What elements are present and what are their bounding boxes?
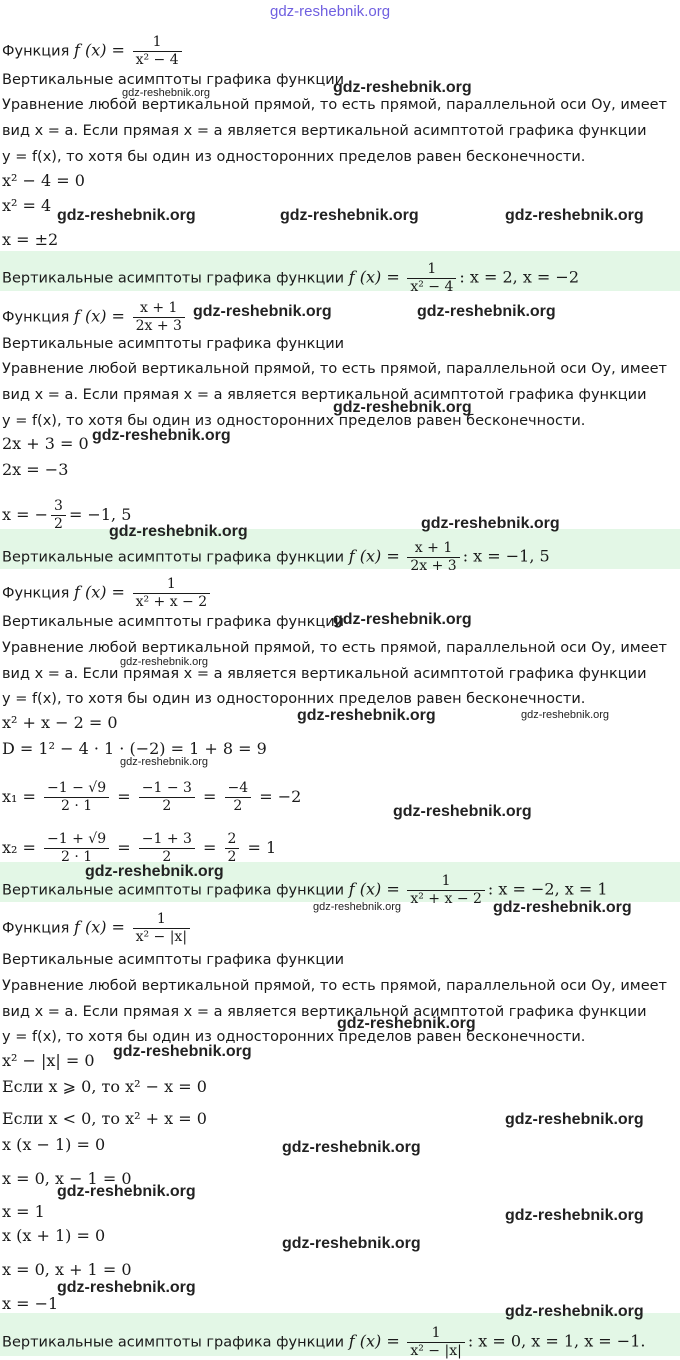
watermark: gdz-reshebnik.org	[85, 863, 224, 880]
watermark: gdz-reshebnik.org	[57, 207, 196, 224]
watermark: gdz-reshebnik.org	[505, 1303, 644, 1320]
num: 1	[427, 261, 437, 277]
watermark: gdz-reshebnik.org	[280, 207, 419, 224]
frac	[139, 831, 195, 866]
p1-answer-fraction	[407, 261, 456, 296]
p4-step: Если x < 0, то x² + x = 0	[2, 1109, 207, 1128]
p3-eq-line2: вид x = a. Если прямая x = a является вертикальной асимптотой графика функции	[2, 666, 647, 682]
eq: =	[117, 838, 131, 857]
p4-step: x² − |x| = 0	[2, 1051, 95, 1070]
p4-answer	[2, 1325, 645, 1360]
answer-heading: Вертикальные асимптоты графика функции	[2, 549, 345, 566]
p2-function	[2, 300, 188, 335]
func-label: Функция	[2, 585, 70, 602]
p2-eq-line3: y = f(x), то хотя бы один из односторонних пределов равен бесконечности.	[2, 413, 586, 429]
rhs: = 1	[247, 838, 277, 857]
watermark: gdz-reshebnik.org	[297, 707, 436, 724]
num: −1 + 3	[141, 831, 192, 847]
num: 1	[156, 911, 166, 927]
den: x² − 4	[407, 278, 456, 296]
p2-x-fraction	[51, 498, 66, 533]
watermark: gdz-reshebnik.org	[417, 303, 556, 320]
frac	[44, 780, 109, 815]
num: x + 1	[414, 540, 453, 556]
p1-eq-line1: Уравнение любой вертикальной прямой, то есть прямой, параллельной оси Oy, имеет	[2, 97, 667, 113]
watermark: gdz-reshebnik.org	[505, 1111, 644, 1128]
den: 2x + 3	[133, 317, 185, 335]
den: 2 · 1	[44, 797, 109, 815]
watermark: gdz-reshebnik.org	[505, 1207, 644, 1224]
watermark: gdz-reshebnik.org	[393, 803, 532, 820]
p1-step: x² − 4 = 0	[2, 171, 85, 190]
p1-step: x² = 4	[2, 196, 52, 215]
num: 1	[152, 34, 162, 50]
lhs: x₁ =	[2, 787, 36, 806]
watermark: gdz-reshebnik.org	[57, 1183, 196, 1200]
watermark: gdz-reshebnik.org	[421, 515, 560, 532]
f-of-x: f (x) =	[348, 1331, 400, 1351]
p3-eq-line3: y = f(x), то хотя бы один из односторонних пределов равен бесконечности.	[2, 691, 586, 707]
p4-step: x = 0, x + 1 = 0	[2, 1260, 132, 1279]
den: x² + x − 2	[407, 890, 485, 908]
p3-step: x² + x − 2 = 0	[2, 713, 118, 732]
f-of-x: f (x) =	[348, 546, 400, 566]
p3-x1	[2, 780, 301, 815]
p3-heading: Вертикальные асимптоты графика функции	[2, 614, 345, 630]
frac	[139, 780, 195, 815]
p2-answer	[2, 540, 550, 575]
p4-step: x = 1	[2, 1202, 45, 1221]
den: 2	[51, 515, 66, 533]
eq: =	[203, 838, 217, 857]
p4-eq-line3: y = f(x), то хотя бы один из односторонних пределов равен бесконечности.	[2, 1029, 586, 1045]
watermark: gdz-reshebnik.org	[521, 709, 610, 721]
watermark: gdz-reshebnik.org	[282, 1235, 421, 1252]
p1-eq-line2: вид x = a. Если прямая x = a является вертикальной асимптотой графика функции	[2, 123, 647, 139]
watermark: gdz-reshebnik.org	[313, 901, 402, 913]
watermark: gdz-reshebnik.org	[282, 1139, 421, 1156]
p3-fraction	[133, 576, 211, 611]
watermark: gdz-reshebnik.org	[120, 656, 209, 668]
den: 2	[139, 848, 195, 866]
answer-values: : x = 0, x = 1, x = −1.	[467, 1331, 646, 1351]
p4-eq-line1: Уравнение любой вертикальной прямой, то есть прямой, параллельной оси Oy, имеет	[2, 978, 667, 994]
f-of-x: f (x) =	[348, 879, 400, 899]
rhs: = −1, 5	[68, 505, 132, 524]
p2-step: 2x + 3 = 0	[2, 434, 89, 453]
watermark: gdz-reshebnik.org	[505, 207, 644, 224]
den: 2	[225, 848, 240, 866]
f-of-x: f (x) =	[73, 40, 125, 60]
p4-step: x (x − 1) = 0	[2, 1135, 106, 1154]
watermark: gdz-reshebnik.org	[92, 427, 231, 444]
watermark: gdz-reshebnik.org	[109, 523, 248, 540]
num: 1	[441, 873, 451, 889]
num: −1 + √9	[47, 831, 107, 847]
p1-heading: Вертикальные асимптоты графика функции	[2, 72, 345, 88]
lhs: x₂ =	[2, 838, 36, 857]
func-label: Функция	[2, 920, 70, 937]
num: −1 − 3	[141, 780, 192, 796]
num: 3	[54, 498, 63, 514]
watermark: gdz-reshebnik.org	[57, 1279, 196, 1296]
num: −4	[227, 780, 249, 796]
p2-step: 2x = −3	[2, 460, 69, 479]
p3-eq-line1: Уравнение любой вертикальной прямой, то есть прямой, параллельной оси Oy, имеет	[2, 640, 667, 656]
answer-values: : x = −1, 5	[462, 546, 550, 566]
func-label: Функция	[2, 309, 70, 326]
answer-heading: Вертикальные асимптоты графика функции	[2, 1334, 345, 1351]
den: x² + x − 2	[133, 593, 211, 611]
watermark: gdz-reshebnik.org	[333, 79, 472, 96]
den: 2 · 1	[44, 848, 109, 866]
p2-eq-line1: Уравнение любой вертикальной прямой, то есть прямой, параллельной оси Oy, имеет	[2, 361, 667, 377]
watermark: gdz-reshebnik.org	[493, 899, 632, 916]
p4-step: x (x + 1) = 0	[2, 1226, 106, 1245]
p4-step: Если x ⩾ 0, то x² − x = 0	[2, 1077, 207, 1096]
watermark: gdz-reshebnik.org	[120, 756, 209, 768]
num: 1	[431, 1325, 441, 1341]
den: 2x + 3	[407, 557, 459, 575]
p1-eq-line3: y = f(x), то хотя бы один из односторонних пределов равен бесконечности.	[2, 149, 586, 165]
eq: =	[203, 787, 217, 806]
p3-answer-fraction	[407, 873, 485, 908]
answer-values: : x = −2, x = 1	[487, 879, 608, 899]
num: x + 1	[140, 300, 178, 316]
watermark: gdz-reshebnik.org	[113, 1043, 252, 1060]
p4-function	[2, 911, 193, 946]
watermark: gdz-reshebnik.org	[337, 1015, 476, 1032]
p1-fraction	[133, 34, 182, 69]
p4-eq-line2: вид x = a. Если прямая x = a является вертикальной асимптотой графика функции	[2, 1004, 647, 1020]
answer-heading: Вертикальные асимптоты графика функции	[2, 882, 345, 899]
den: x² − |x|	[407, 1342, 464, 1360]
watermark: gdz-reshebnik.org	[122, 87, 211, 99]
func-label: Функция	[2, 43, 70, 60]
p2-answer-fraction	[407, 540, 459, 575]
frac	[225, 780, 252, 815]
p2-heading: Вертикальные асимптоты графика функции	[2, 336, 345, 352]
f-of-x: f (x) =	[73, 306, 125, 326]
watermark: gdz-reshebnik.org	[333, 399, 472, 416]
p3-step: D = 1² − 4 · 1 · (−2) = 1 + 8 = 9	[2, 739, 267, 758]
answer-values: : x = 2, x = −2	[459, 267, 580, 287]
frac	[44, 831, 109, 866]
p4-fraction	[133, 911, 190, 946]
p2-fraction	[133, 300, 185, 335]
p4-heading: Вертикальные асимптоты графика функции	[2, 952, 345, 968]
p2-eq-line2: вид x = a. Если прямая x = a является вертикальной асимптотой графика функции	[2, 387, 647, 403]
num: 1	[166, 576, 176, 592]
p4-step: x = −1	[2, 1294, 59, 1313]
f-of-x: f (x) =	[348, 267, 400, 287]
p1-function	[2, 34, 185, 69]
den: x² − |x|	[133, 928, 190, 946]
frac	[225, 831, 240, 866]
rhs: = −2	[259, 787, 302, 806]
lhs: x = −	[2, 505, 49, 524]
f-of-x: f (x) =	[73, 917, 125, 937]
watermark: gdz-reshebnik.org	[193, 303, 332, 320]
f-of-x: f (x) =	[73, 582, 125, 602]
den: x² − 4	[133, 51, 182, 69]
answer-heading: Вертикальные асимптоты графика функции	[2, 270, 345, 287]
eq: =	[117, 787, 131, 806]
p1-step: x = ±2	[2, 230, 59, 249]
p3-x2	[2, 831, 276, 866]
watermark-header: gdz-reshebnik.org	[270, 3, 391, 20]
p4-step: x = 0, x − 1 = 0	[2, 1169, 132, 1188]
den: 2	[139, 797, 195, 815]
den: 2	[225, 797, 252, 815]
watermark: gdz-reshebnik.org	[333, 611, 472, 628]
num: −1 − √9	[47, 780, 107, 796]
num: 2	[227, 831, 237, 847]
p1-answer	[2, 261, 579, 296]
p3-function	[2, 576, 213, 611]
p4-answer-fraction	[407, 1325, 464, 1360]
